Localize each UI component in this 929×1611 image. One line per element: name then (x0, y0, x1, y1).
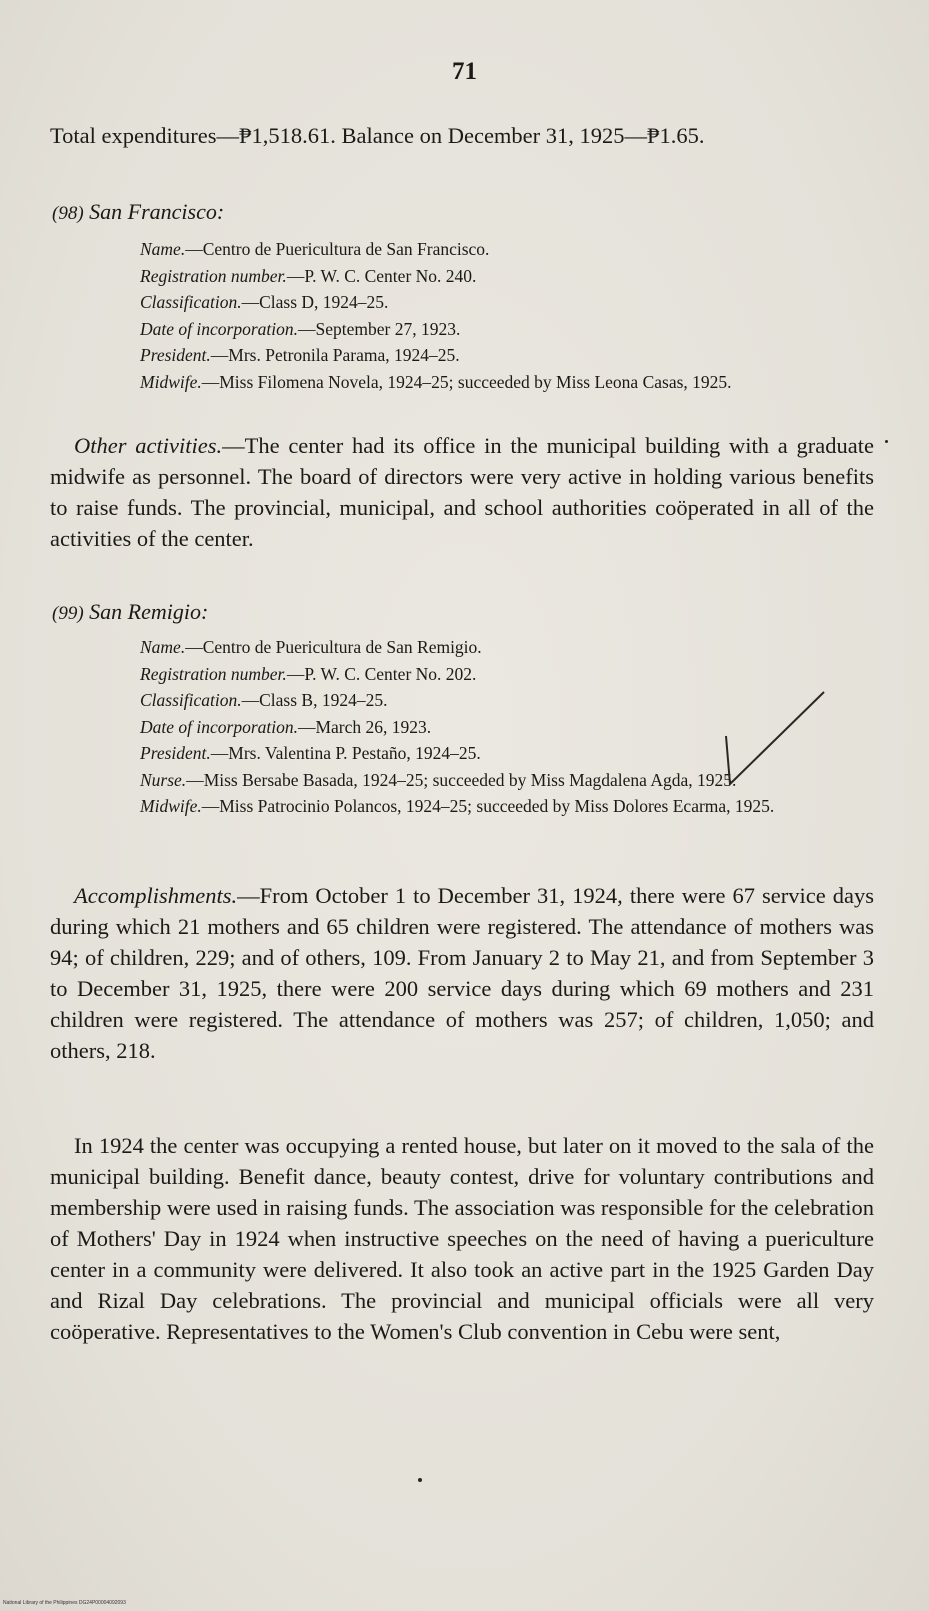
entry-president: President.—Mrs. Valentina P. Pestaño, 1924–25. (140, 743, 481, 763)
entry-registration: Registration number.—P. W. C. Center No. 240. (140, 265, 477, 286)
accomplishments-label: Accomplishments. (74, 883, 238, 908)
entry-incorporation: Date of incorporation.—September 27, 1923. (140, 318, 461, 339)
accomplishments-paragraph (50, 880, 874, 1066)
entry-name: Name.—Centro de Puericultura de San Francisco. (140, 239, 490, 259)
other-activities-label: Other activities. (74, 433, 223, 458)
entry-midwife: Midwife.—Miss Filomena Novela, 1924–25; succeeded by Miss Leona Casas, 1925. (140, 371, 732, 392)
entry-midwife: Midwife.—Miss Patrocinio Polancos, 1924–25; succeeded by Miss Dolores Ecarma, 1925. (140, 796, 775, 816)
ink-dot (885, 440, 888, 443)
entry-name: Name.—Centro de Puericultura de San Remigio. (140, 637, 482, 657)
entry-registration: Registration number.—P. W. C. Center No. 202. (140, 663, 477, 684)
section-98-entries (140, 236, 875, 395)
other-activities-text: —The center had its office in the municipal building with a graduate midwife as personnel. The board of directors were very active in holding various benefits to raise funds. The provincial, municipal, and school authorities coöperated in all of the activities of the center. (50, 433, 874, 551)
section-98-title: San Francisco: (89, 199, 225, 224)
funds-paragraph (50, 1130, 874, 1347)
funds-text: In 1924 the center was occupying a rented house, but later on it moved to the sala of the municipal building. Benefit dance, beauty contest, drive for voluntary contributions and membership were used in raising funds. The association was responsible for the celebration of Mothers' Day in 1924 when instructive speeches on the need of having a puericulture center in a community were delivered. It also took an active part in the 1925 Garden Day and Rizal Day celebrations. The provincial and municipal officials were all very coöperative. Representatives to the Women's Club convention in Cebu were sent, (50, 1133, 874, 1344)
entry-nurse: Nurse.—Miss Bersabe Basada, 1924–25; succeeded by Miss Magdalena Agda, 1925. (140, 769, 737, 790)
entry-president: President.—Mrs. Petronila Parama, 1924–25. (140, 345, 460, 365)
section-99-title: San Remigio: (89, 599, 209, 624)
entry-classification: Classification.—Class B, 1924–25. (140, 690, 388, 710)
intro-text: Total expenditures—₱1,518.61. Balance on December 31, 1925—₱1.65. (50, 123, 705, 148)
other-activities-paragraph (50, 430, 874, 554)
intro-paragraph (50, 120, 874, 151)
section-99-number: (99) (52, 603, 84, 624)
library-footer: National Library of the Philippines DG24P00004092093 (3, 1600, 126, 1606)
accomplishments-text: —From October 1 to December 31, 1924, there were 67 service days during which 21 mothers and 65 children were registered. The attendance of mothers was 94; of children, 229; and of others, 109. From January 2 to May 21, and from September 3 to December 31, 1925, there were 200 service days during which 69 mothers and 231 children were registered. The attendance of mothers was 257; of children, 1,050; and others, 218. (50, 883, 874, 1063)
checkmark-icon (720, 688, 830, 788)
section-98-number: (98) (52, 203, 84, 224)
entry-incorporation: Date of incorporation.—March 26, 1923. (140, 716, 432, 737)
entry-classification: Classification.—Class D, 1924–25. (140, 292, 389, 312)
ink-dot (418, 1478, 422, 1482)
section-99-heading (52, 599, 208, 625)
page-number: 71 (452, 58, 477, 85)
section-98-heading (52, 199, 224, 225)
